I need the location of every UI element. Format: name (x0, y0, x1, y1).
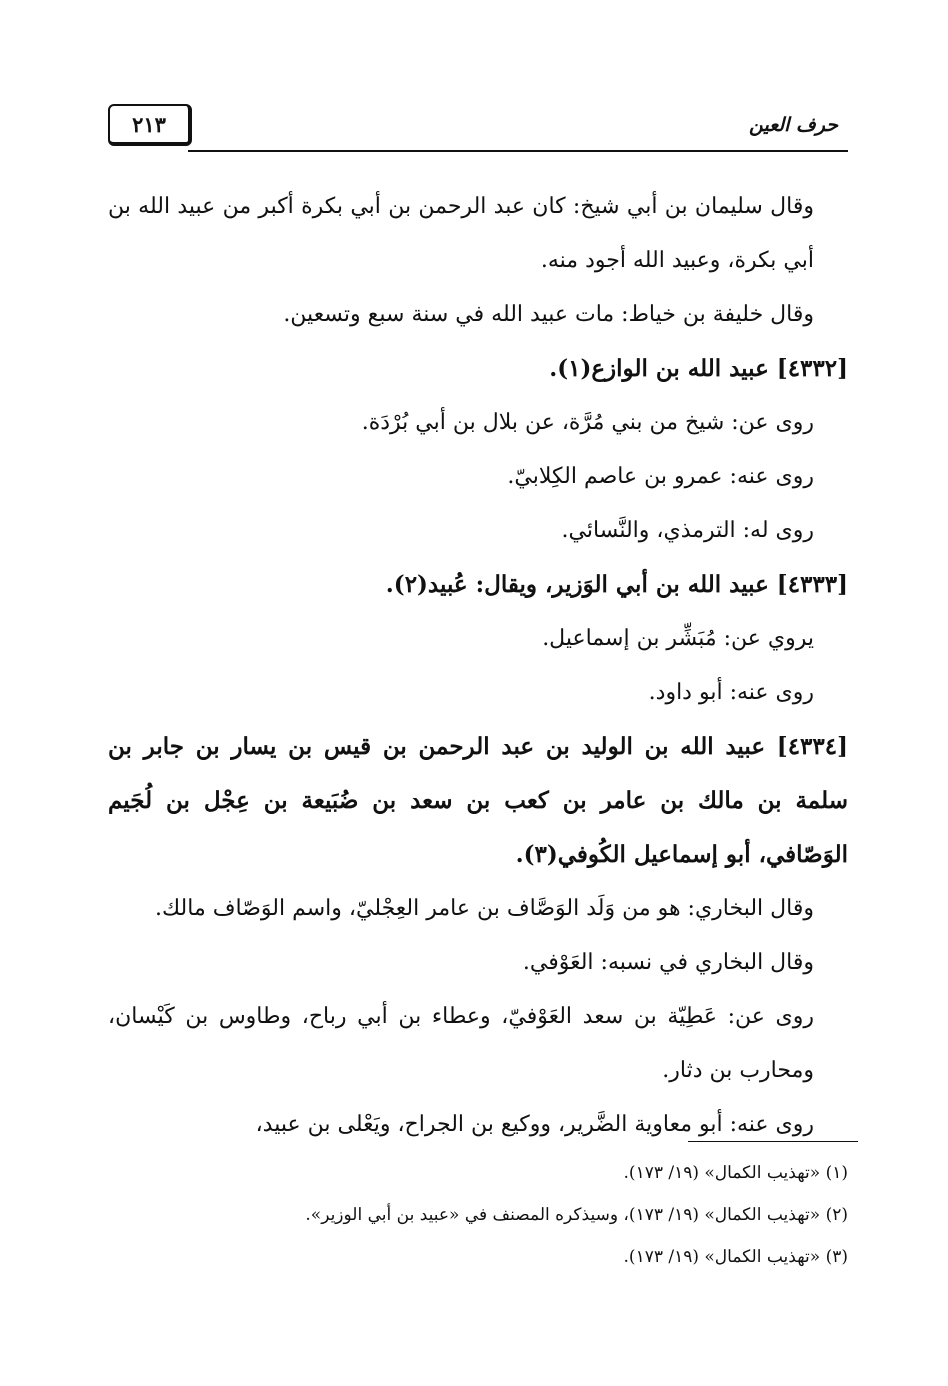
paragraph: وقال سليمان بن أبي شيخ: كان عبد الرحمن بن أبي بكرة أكبر من عبيد الله بن أبي بكرة، وعبيد الله أجود منه. (108, 194, 814, 273)
main-text (108, 180, 848, 1152)
biography-entry-heading: [٤٣٣٤] عبيد الله بن الوليد بن عبد الرحمن بن قيس بن يسار بن جابر بن سلمة بن مالك بن عامر بن كعب بن سعد بن ضُبَيعة بن عِجْل بن لُجَيم الوَصّافي، أبو إسماعيل الكُوفي(٣). (108, 733, 848, 868)
paragraph: روى عنه: أبو داود. (648, 680, 814, 705)
biography-entry-heading: [٤٣٣٣] عبيد الله بن أبي الوَزير، ويقال: عُبيد(٢). (385, 571, 848, 598)
paragraph: وقال البخاري في نسبه: العَوْفي. (522, 950, 814, 975)
paragraph: روى عنه: أبو معاوية الضَّرير، ووكيع بن الجراح، ويَعْلى بن عبيد، (255, 1112, 814, 1137)
paragraph: روى له: الترمذي، والنَّسائي. (561, 518, 814, 543)
page-number: ٢١٣ (108, 104, 192, 146)
biography-entry-heading: [٤٣٣٢] عبيد الله بن الوازع(١). (549, 355, 848, 382)
paragraph: يروي عن: مُبَشِّر بن إسماعيل. (542, 626, 814, 651)
footnote-rule (688, 1141, 858, 1142)
paragraph: روى عن: شيخ من بني مُرَّة، عن بلال بن أبي بُرْدَة. (361, 410, 814, 435)
footnotes (108, 1152, 848, 1278)
footnote: (٢) «تهذيب الكمال» (١٩/ ١٧٣)، وسيذكره المصنف في «عبيد بن أبي الوزير». (305, 1205, 848, 1225)
paragraph: وقال البخاري: هو من وَلَد الوَصَّاف بن عامر العِجْليّ، واسم الوَصّاف مالك. (155, 896, 814, 921)
paragraph: روى عن: عَطِيّة بن سعد العَوْفيّ، وعطاء بن أبي رباح، وطاوس بن كَيْسان، ومحارب بن دثار. (108, 1004, 814, 1083)
running-header-title: حرف العين (749, 114, 838, 136)
paragraph: روى عنه: عمرو بن عاصم الكِلابيّ. (507, 464, 814, 489)
paragraph: وقال خليفة بن خياط: مات عبيد الله في سنة سبع وتسعين. (283, 302, 814, 327)
header-rule (188, 150, 848, 152)
footnote: (١) «تهذيب الكمال» (١٩/ ١٧٣). (623, 1163, 848, 1183)
footnote: (٣) «تهذيب الكمال» (١٩/ ١٧٣). (623, 1247, 848, 1267)
